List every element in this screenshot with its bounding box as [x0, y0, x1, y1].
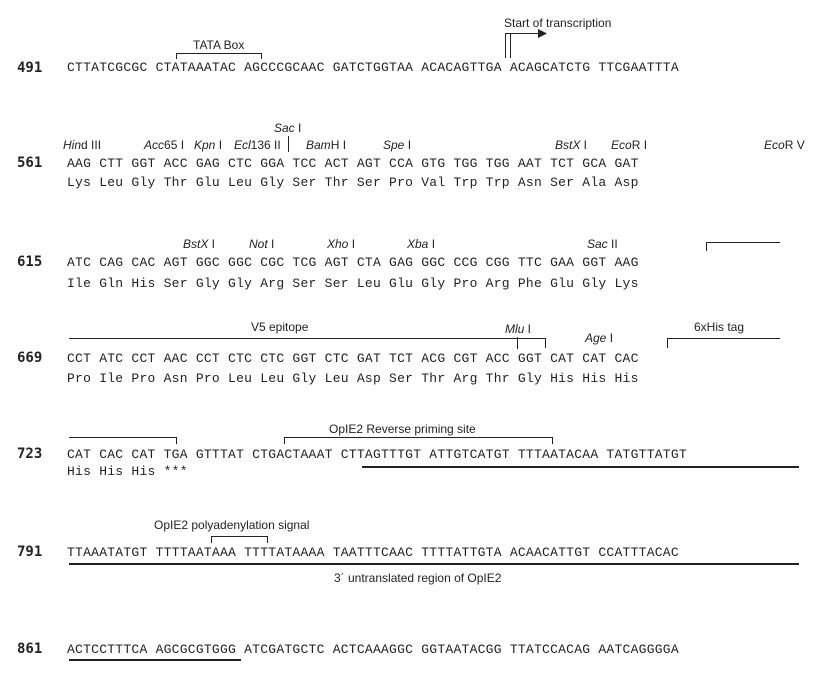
- start-arrow-head-icon: [538, 29, 548, 38]
- his-tag-label: 6xHis tag: [694, 320, 745, 334]
- site-ecl136ii: Ecl136 II: [234, 138, 281, 152]
- reverse-priming-bracket: [284, 437, 553, 438]
- site-agei: Age I: [585, 331, 614, 345]
- polya-signal-bracket-right: [267, 536, 268, 543]
- tata-box-bracket: [176, 53, 262, 54]
- mlui-tick: [517, 337, 518, 349]
- site-xhoi: Xho I: [327, 237, 356, 251]
- v5-bracket-end: [69, 338, 545, 339]
- amino-acid-row-723: His His His ***: [67, 464, 188, 479]
- tata-box-bracket-right: [261, 53, 262, 59]
- site-sacii: Sac II: [587, 237, 618, 251]
- sequence-row-669: CCT ATC CCT AAC CCT CTC CTC GGT CTC GAT TCT ACG CGT ACC GGT CAT CAT CAC: [67, 351, 639, 366]
- his-tag-bracket-end-tick: [176, 437, 177, 444]
- his-tag-bracket-start: [667, 338, 780, 339]
- reverse-priming-label: OpIE2 Reverse priming site: [329, 422, 476, 436]
- site-bstxi-1: BstX I: [555, 138, 588, 152]
- reverse-priming-bracket-right: [552, 437, 553, 444]
- his-tag-bracket-start-tick: [667, 338, 668, 348]
- start-arrow-shaft: [505, 33, 541, 34]
- position-669: 669: [17, 350, 43, 366]
- v5-bracket-start-tick: [706, 242, 707, 251]
- utr-underline: [69, 563, 799, 565]
- site-spei: Spe I: [383, 138, 412, 152]
- site-bstxi-2: BstX I: [183, 237, 216, 251]
- amino-acid-row-561: Lys Leu Gly Thr Glu Leu Gly Ser Thr Ser Pro Val Trp Trp Asn Ser Ala Asp: [67, 175, 639, 190]
- reverse-priming-bracket-left: [284, 437, 285, 444]
- site-xbai: Xba I: [407, 237, 436, 251]
- sequence-row-615: ATC CAG CAC AGT GGC GGC CGC TCG AGT CTA GAG GGC CCG CGG TTC GAA GGT AAG: [67, 255, 639, 270]
- utr-underline-end: [69, 659, 241, 661]
- utr-underline-start: [362, 466, 799, 468]
- tata-box-bracket-left: [176, 53, 177, 59]
- site-acc65i: Acc65 I: [144, 138, 185, 152]
- his-tag-bracket-end: [69, 437, 177, 438]
- amino-acid-row-615: Ile Gln His Ser Gly Gly Arg Ser Ser Leu Glu Gly Pro Arg Phe Glu Gly Lys: [67, 276, 639, 291]
- site-noti: Not I: [249, 237, 275, 251]
- site-ecori: EcoR I: [611, 138, 648, 152]
- site-kpni: Kpn I: [194, 138, 223, 152]
- v5-bracket-end-tick: [545, 338, 546, 348]
- sequence-row-491: CTTATCGCGC CTATAAATAC AGCCCGCAAC GATCTGGTAA ACACAGTTGA ACAGCATCTG TTCGAATTTA: [67, 60, 679, 75]
- utr-label: 3´ untranslated region of OpIE2: [334, 571, 502, 585]
- polya-signal-label: OpIE2 polyadenylation signal: [154, 518, 310, 532]
- site-saci: Sac I: [274, 121, 302, 135]
- sequence-row-561: AAG CTT GGT ACC GAG CTC GGA TCC ACT AGT CCA GTG TGG TGG AAT TCT GCA GAT: [67, 156, 639, 171]
- v5-epitope-label: V5 epitope: [251, 320, 309, 334]
- site-ecorv: EcoR V: [764, 138, 805, 152]
- v5-bracket-start: [706, 242, 780, 243]
- position-723: 723: [17, 446, 43, 462]
- polya-signal-bracket: [211, 536, 268, 537]
- position-561: 561: [17, 155, 43, 171]
- site-bamhi: BamH I: [306, 138, 347, 152]
- position-861: 861: [17, 641, 43, 657]
- start-arrow-stem-1: [505, 33, 506, 58]
- saci-tick: [288, 136, 289, 152]
- sequence-row-791: TTAAATATGT TTTTAATAAA TTTTATAAAA TAATTTCAAC TTTTATTGTA ACAACATTGT CCATTTACAC: [67, 545, 679, 560]
- position-491: 491: [17, 60, 43, 76]
- start-transcription-label: Start of transcription: [504, 16, 612, 30]
- sequence-row-723: CAT CAC CAT TGA GTTTAT CTGACTAAAT CTTAGTTTGT ATTGTCATGT TTTAATACAA TATGTTATGT: [67, 447, 687, 462]
- tata-box-label: TATA Box: [193, 38, 245, 52]
- polya-signal-bracket-left: [211, 536, 212, 543]
- position-615: 615: [17, 254, 43, 270]
- amino-acid-row-669: Pro Ile Pro Asn Pro Leu Leu Gly Leu Asp Ser Thr Arg Thr Gly His His His: [67, 371, 639, 386]
- site-hindiii: Hind III: [63, 138, 102, 152]
- sequence-row-861: ACTCCTTTCA AGCGCGTGGG ATCGATGCTC ACTCAAAGGC GGTAATACGG TTATCCACAG AATCAGGGGA: [67, 642, 679, 657]
- start-arrow-stem-2: [510, 33, 511, 58]
- site-mlui: Mlu I: [505, 322, 532, 336]
- position-791: 791: [17, 544, 43, 560]
